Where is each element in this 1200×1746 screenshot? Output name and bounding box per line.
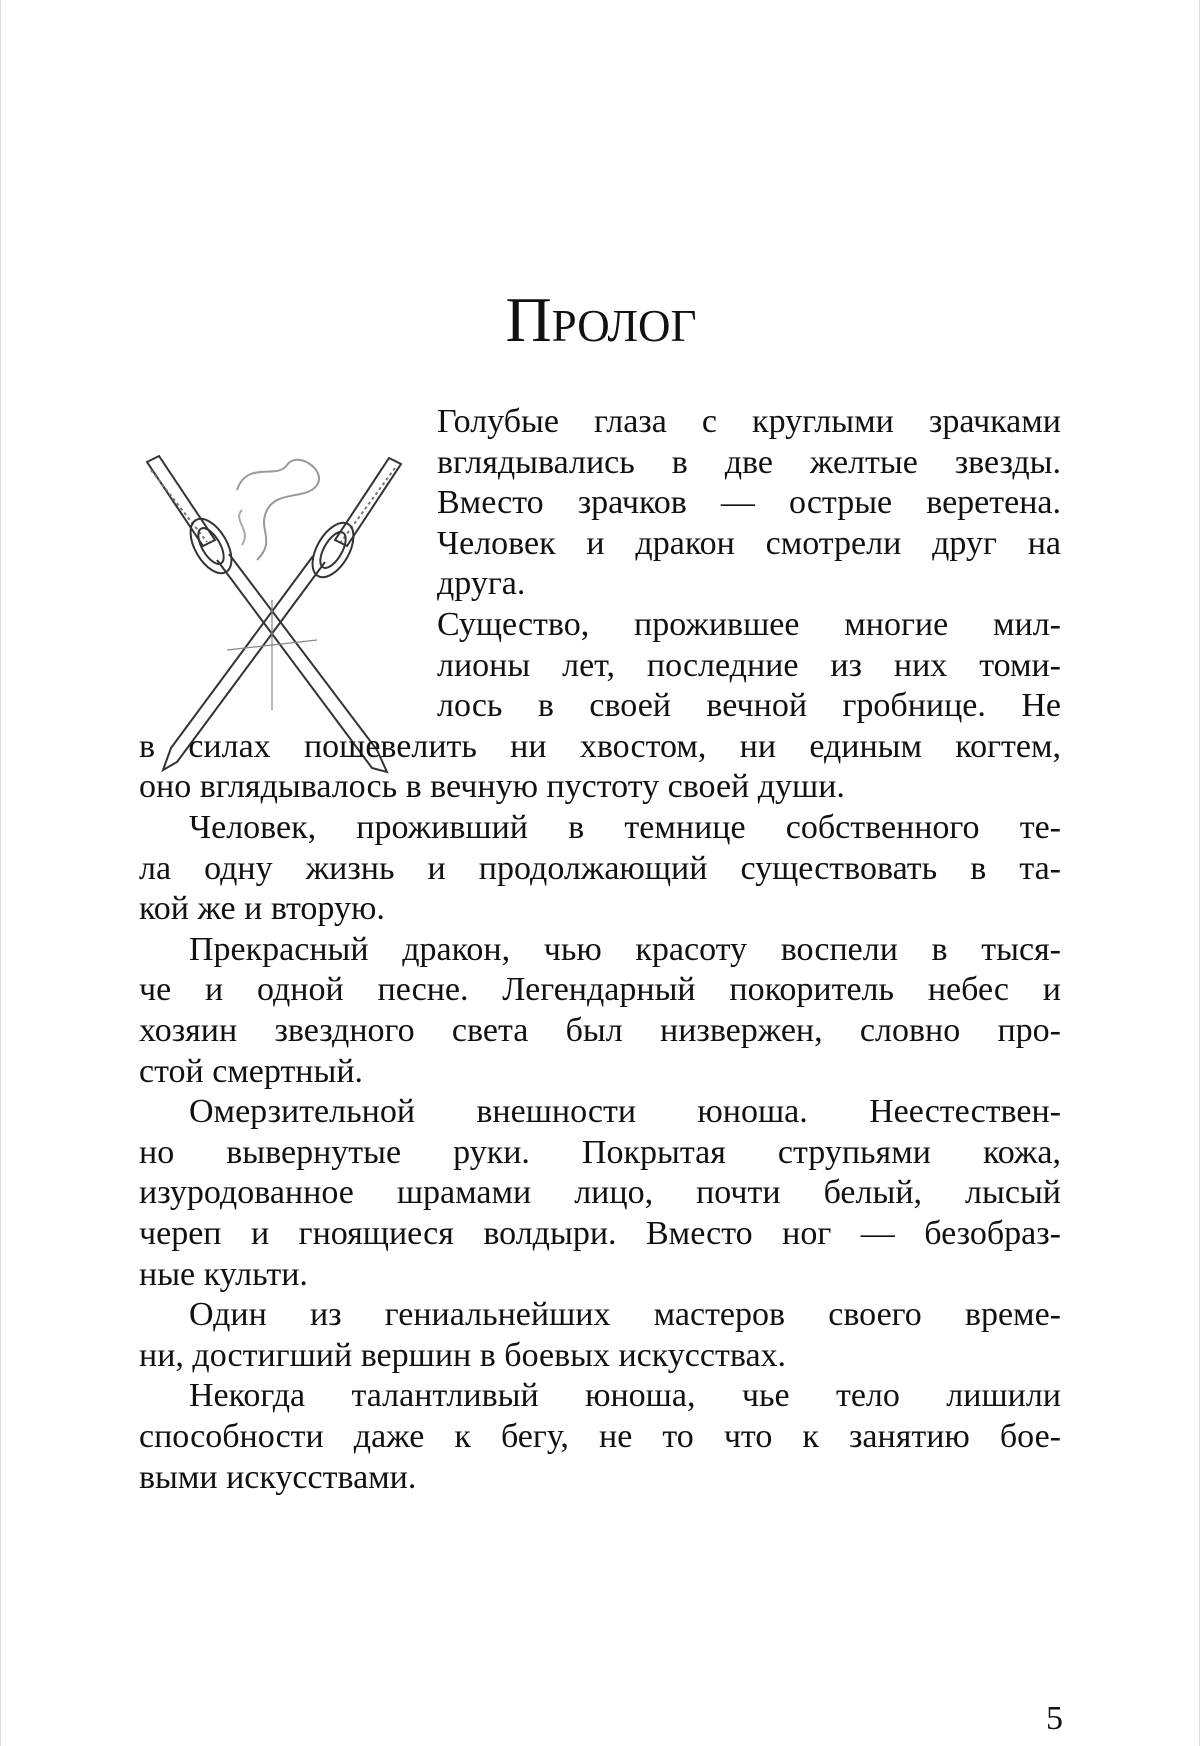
text-line: изуродованное шрамами лицо, почти белый, лысый — [139, 1174, 1061, 1212]
text-line: Один из гениальнейших мастеров своего време- — [189, 1296, 1061, 1334]
text-line: ные культи. — [139, 1255, 308, 1293]
text-line: ла одну жизнь и продолжающий существовать в та- — [139, 849, 1061, 887]
text-line: Омерзительной внешности юноша. Неестествен- — [189, 1093, 1061, 1131]
text-line: Вместо зрачков — острые веретена. — [437, 484, 1061, 522]
text-line: хозяин звездного света был низвержен, словно про- — [139, 1012, 1061, 1049]
text-line: способности даже к бегу, не то что к занятию бое- — [139, 1418, 1061, 1455]
text-line: вглядывались в две желтые звезды. — [437, 443, 1061, 481]
text-line: оно вглядывалось в вечную пустоту своей души. — [139, 768, 845, 806]
text-line: в силах пошевелить ни хвостом, ни единым когтем, — [139, 727, 1061, 765]
text-line: Человек и дракон смотрели друг на — [437, 524, 1061, 562]
text-line: Некогда талантливый юноша, чье тело лишили — [189, 1377, 1061, 1415]
text-line: стой смертный. — [139, 1052, 364, 1090]
text-line: череп и гноящиеся волдыри. Вместо ног — безобраз- — [139, 1215, 1061, 1252]
text-line: но вывернутые руки. Покрытая струпьями кожа, — [139, 1133, 1061, 1171]
text-line: ни, достигший вершин в боевых искусствах. — [139, 1336, 787, 1374]
text-line: че и одной песне. Легендарный покоритель небес и — [139, 971, 1061, 1009]
text-line: лионы лет, последние из них томи- — [437, 646, 1061, 684]
chapter-title: Пролог — [505, 284, 697, 355]
text-line: выми искусствами. — [139, 1458, 417, 1496]
text-line: Существо, прожившее многие мил- — [437, 606, 1061, 643]
text-line: Прекрасный дракон, чью красоту воспели в тыся- — [189, 930, 1061, 968]
text-line: лось в своей вечной гробнице. Не — [437, 687, 1061, 725]
text-line: друга. — [437, 565, 526, 603]
text-line: Голубые глаза с круглыми зрачками — [437, 403, 1061, 440]
text-line: Человек, проживший в темнице собственного те- — [189, 809, 1061, 846]
text-line: кой же и вторую. — [139, 890, 385, 928]
page-number: 5 — [1046, 1700, 1063, 1737]
